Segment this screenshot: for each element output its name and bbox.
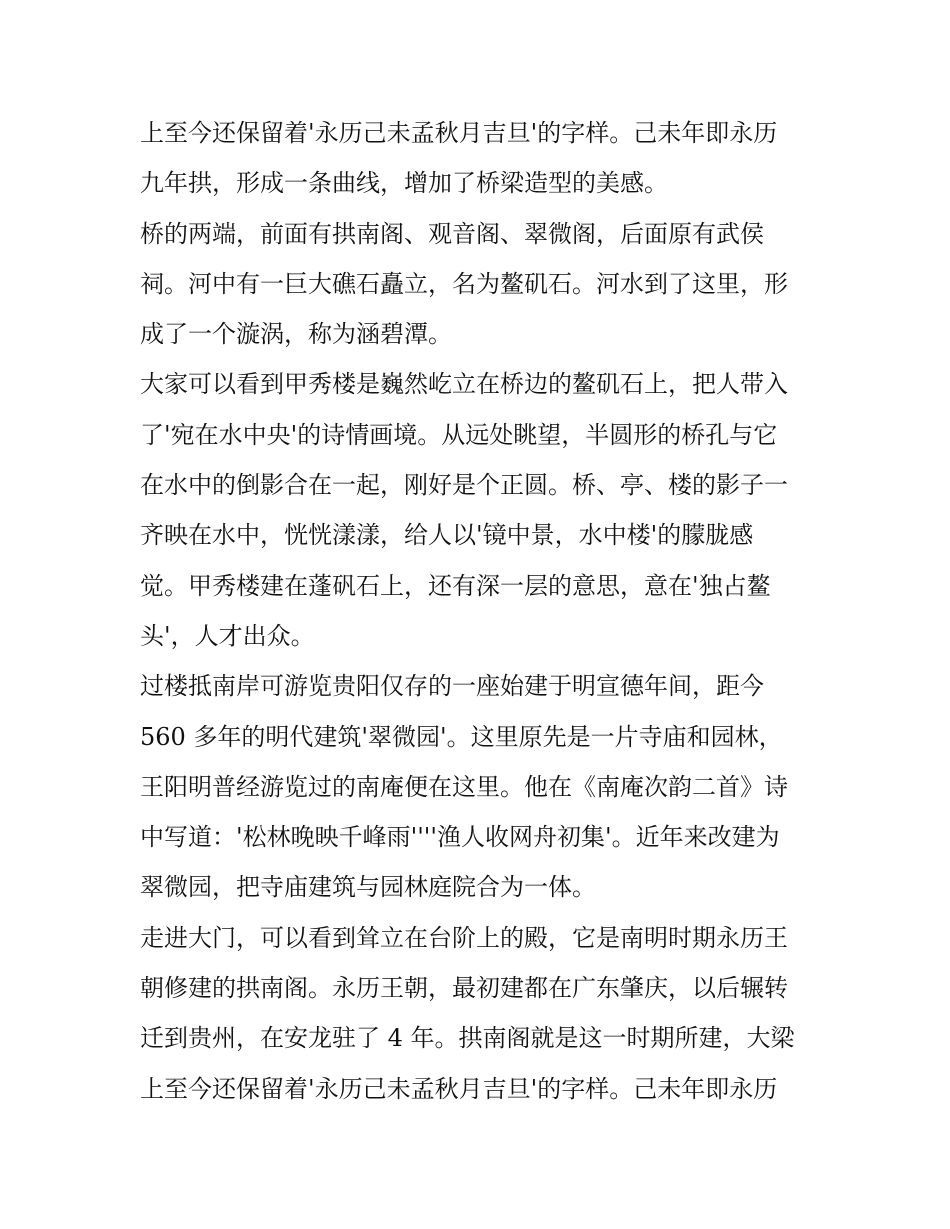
text-line-10: 觉。甲秀楼建在蓬矾石上，还有深一层的意思，意在'独占鳌 bbox=[140, 571, 771, 600]
text-line-19: 迁到贵州，在安龙驻了 4 年。拱南阁就是这一时期所建，大梁 bbox=[140, 1024, 795, 1053]
text-line-12: 过楼抵南岸可游览贵阳仅存的一座始建于明宣德年间，距今 bbox=[140, 672, 764, 701]
text-line-20: 上至今还保留着'永历己未孟秋月吉旦'的字样。己未年即永历 bbox=[140, 1074, 778, 1103]
text-line-1: 上至今还保留着'永历己未孟秋月吉旦'的字样。己未年即永历 bbox=[140, 119, 778, 147]
text-line-9: 齐映在水中，恍恍漾漾，给人以'镜中景，水中楼'的朦胧感 bbox=[140, 521, 754, 550]
text-line-4: 祠。河中有一巨大礁石矗立，名为鳌矶石。河水到了这里，形 bbox=[140, 269, 788, 298]
text-line-13: 560 多年的明代建筑'翠微园'。这里原先是一片寺庙和园林， bbox=[140, 722, 783, 751]
text-line-17: 走进大门，可以看到耸立在台阶上的殿，它是南明时期永历王 bbox=[140, 923, 788, 952]
text-line-6: 大家可以看到甲秀楼是巍然屹立在桥边的鳌矶石上，把人带入 bbox=[140, 370, 788, 399]
text-line-18: 朝修建的拱南阁。永历王朝，最初建都在广东肇庆，以后辗转 bbox=[140, 974, 788, 1003]
text-line-2: 九年拱，形成一条曲线，增加了桥梁造型的美感。 bbox=[140, 169, 668, 198]
text-line-7: 了'宛在水中央'的诗情画境。从远处眺望，半圆形的桥孔与它 bbox=[140, 420, 778, 449]
text-line-11: 头'，人才出众。 bbox=[140, 621, 315, 650]
text-line-15: 中写道：'松林晚映千峰雨''''渔人收网舟初集'。近年来改建为 bbox=[140, 823, 780, 852]
text-line-5: 成了一个漩涡，称为涵碧潭。 bbox=[140, 320, 452, 349]
text-line-8: 在水中的倒影合在一起，刚好是个正圆。桥、亭、楼的影子一 bbox=[140, 471, 788, 500]
text-line-16: 翠微园，把寺庙建筑与园林庭院合为一体。 bbox=[140, 873, 596, 902]
text-line-14: 王阳明普经游览过的南庵便在这里。他在《南庵次韵二首》诗 bbox=[140, 772, 788, 801]
text-line-3: 桥的两端，前面有拱南阁、观音阁、翠微阁，后面原有武侯 bbox=[140, 219, 764, 248]
document-text-body bbox=[140, 108, 820, 1114]
